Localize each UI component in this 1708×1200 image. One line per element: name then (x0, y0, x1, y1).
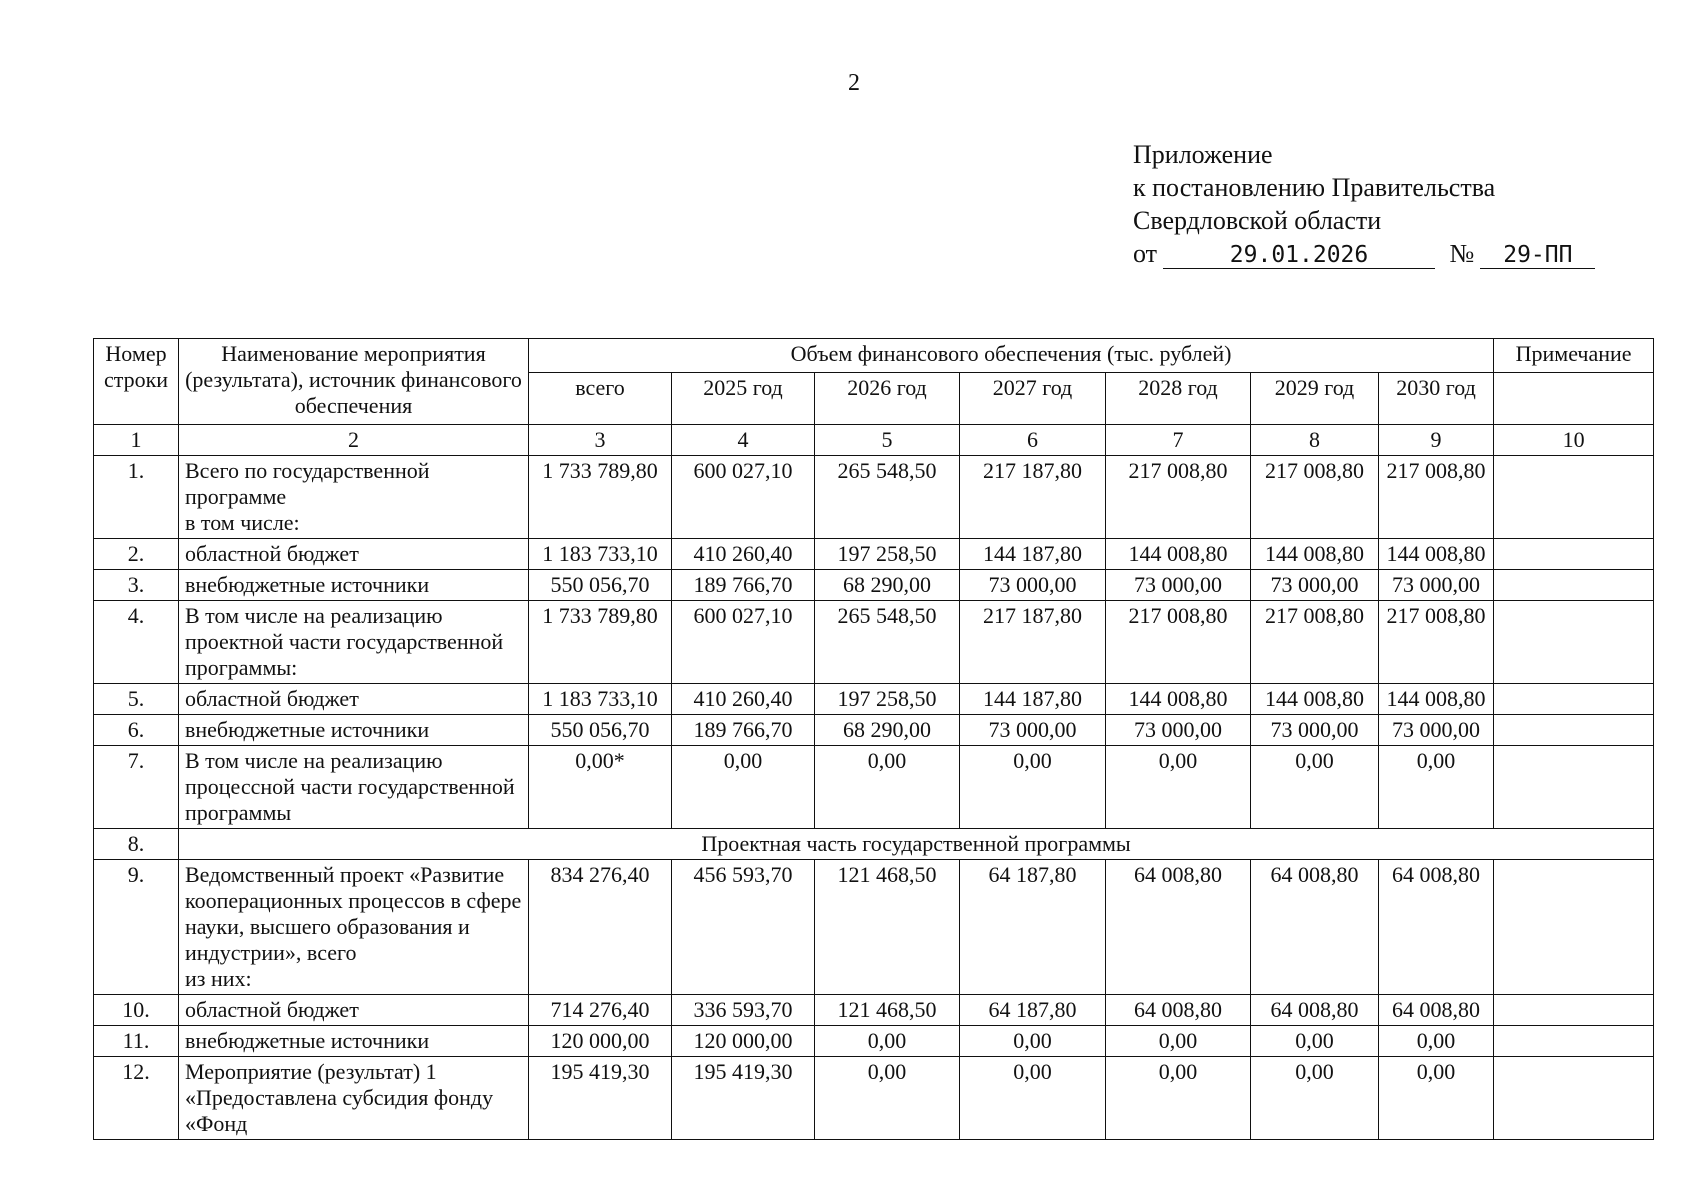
value-cell: 0,00 (815, 1026, 960, 1057)
row-number: 2. (94, 539, 179, 570)
column-number: 5 (815, 425, 960, 456)
appendix-resolution: к постановлению Правительства (1133, 173, 1496, 202)
header-2029: 2029 год (1251, 373, 1379, 425)
note-cell (1494, 715, 1654, 746)
row-name: областной бюджет (179, 684, 529, 715)
value-cell: 64 187,80 (960, 860, 1106, 995)
value-cell: 714 276,40 (529, 995, 672, 1026)
value-cell: 0,00* (529, 746, 672, 829)
row-number: 3. (94, 570, 179, 601)
column-number: 1 (94, 425, 179, 456)
value-cell: 64 008,80 (1106, 995, 1251, 1026)
financing-table (93, 338, 1654, 1140)
value-cell: 217 008,80 (1379, 456, 1494, 539)
note-cell (1494, 570, 1654, 601)
value-cell: 144 008,80 (1106, 539, 1251, 570)
value-cell: 0,00 (815, 746, 960, 829)
header-note-empty (1494, 373, 1654, 425)
value-cell: 1 733 789,80 (529, 601, 672, 684)
header-volume: Объем финансового обеспечения (тыс. рублей) (529, 339, 1494, 373)
table-row (94, 570, 1654, 601)
value-cell: 265 548,50 (815, 601, 960, 684)
column-number: 3 (529, 425, 672, 456)
number-prefix: № (1449, 239, 1475, 268)
value-cell: 217 008,80 (1251, 456, 1379, 539)
value-cell: 217 008,80 (1379, 601, 1494, 684)
note-cell (1494, 860, 1654, 995)
row-number: 9. (94, 860, 179, 995)
row-name: областной бюджет (179, 539, 529, 570)
row-number: 8. (94, 829, 179, 860)
value-cell: 120 000,00 (529, 1026, 672, 1057)
value-cell: 217 187,80 (960, 601, 1106, 684)
value-cell: 0,00 (1106, 746, 1251, 829)
column-number: 6 (960, 425, 1106, 456)
value-cell: 217 008,80 (1106, 601, 1251, 684)
note-cell (1494, 746, 1654, 829)
value-cell: 410 260,40 (672, 539, 815, 570)
column-number: 2 (179, 425, 529, 456)
value-cell: 0,00 (960, 746, 1106, 829)
value-cell: 64 008,80 (1106, 860, 1251, 995)
page-number: 2 (848, 70, 860, 96)
value-cell: 834 276,40 (529, 860, 672, 995)
header-2027: 2027 год (960, 373, 1106, 425)
value-cell: 73 000,00 (1379, 570, 1494, 601)
value-cell: 144 008,80 (1251, 539, 1379, 570)
value-cell: 197 258,50 (815, 684, 960, 715)
row-name: внебюджетные источники (179, 1026, 529, 1057)
header-name: Наименование мероприятия (результата), источник финансового обеспечения (179, 339, 529, 425)
value-cell: 0,00 (1251, 746, 1379, 829)
value-cell: 1 183 733,10 (529, 684, 672, 715)
table-row (94, 715, 1654, 746)
note-cell (1494, 684, 1654, 715)
value-cell: 144 187,80 (960, 539, 1106, 570)
row-number: 1. (94, 456, 179, 539)
column-number: 8 (1251, 425, 1379, 456)
value-cell: 600 027,10 (672, 601, 815, 684)
note-cell (1494, 539, 1654, 570)
table-row (94, 746, 1654, 829)
note-cell (1494, 456, 1654, 539)
value-cell: 73 000,00 (1251, 570, 1379, 601)
header-2030: 2030 год (1379, 373, 1494, 425)
row-number: 10. (94, 995, 179, 1026)
note-cell (1494, 1057, 1654, 1140)
column-number: 9 (1379, 425, 1494, 456)
row-number: 5. (94, 684, 179, 715)
table-row (94, 456, 1654, 539)
row-name: В том числе на реализацию процессной части государственной программы (179, 746, 529, 829)
appendix-date-line (1133, 237, 1595, 270)
value-cell: 0,00 (1251, 1057, 1379, 1140)
value-cell: 64 187,80 (960, 995, 1106, 1026)
value-cell: 195 419,30 (672, 1057, 815, 1140)
table-row (94, 1057, 1654, 1140)
appendix-region: Свердловской области (1133, 206, 1382, 235)
value-cell: 1 733 789,80 (529, 456, 672, 539)
note-cell (1494, 601, 1654, 684)
value-cell: 336 593,70 (672, 995, 815, 1026)
value-cell: 189 766,70 (672, 715, 815, 746)
row-name: областной бюджет (179, 995, 529, 1026)
value-cell: 195 419,30 (529, 1057, 672, 1140)
value-cell: 217 008,80 (1106, 456, 1251, 539)
table-row (94, 995, 1654, 1026)
value-cell: 64 008,80 (1379, 995, 1494, 1026)
value-cell: 1 183 733,10 (529, 539, 672, 570)
column-number: 7 (1106, 425, 1251, 456)
value-cell: 0,00 (1251, 1026, 1379, 1057)
value-cell: 550 056,70 (529, 715, 672, 746)
value-cell: 73 000,00 (1106, 570, 1251, 601)
table-row (94, 860, 1654, 995)
value-cell: 64 008,80 (1379, 860, 1494, 995)
value-cell: 73 000,00 (960, 715, 1106, 746)
section-row (94, 829, 1654, 860)
value-cell: 550 056,70 (529, 570, 672, 601)
row-name: внебюджетные источники (179, 570, 529, 601)
value-cell: 197 258,50 (815, 539, 960, 570)
header-2028: 2028 год (1106, 373, 1251, 425)
resolution-number: 29-ПП (1480, 242, 1595, 269)
table-row (94, 539, 1654, 570)
resolution-date: 29.01.2026 (1163, 242, 1435, 269)
date-prefix: от (1133, 239, 1158, 268)
value-cell: 144 008,80 (1106, 684, 1251, 715)
row-number: 6. (94, 715, 179, 746)
header-note: Примечание (1494, 339, 1654, 373)
value-cell: 0,00 (1379, 746, 1494, 829)
value-cell: 217 187,80 (960, 456, 1106, 539)
value-cell: 144 008,80 (1379, 539, 1494, 570)
value-cell: 73 000,00 (1251, 715, 1379, 746)
value-cell: 217 008,80 (1251, 601, 1379, 684)
value-cell: 73 000,00 (1379, 715, 1494, 746)
row-number: 4. (94, 601, 179, 684)
value-cell: 0,00 (1379, 1057, 1494, 1140)
value-cell: 0,00 (960, 1026, 1106, 1057)
table-row (94, 1026, 1654, 1057)
header-total: всего (529, 373, 672, 425)
value-cell: 64 008,80 (1251, 860, 1379, 995)
value-cell: 0,00 (1106, 1026, 1251, 1057)
row-name: В том числе на реализацию проектной части государственной программы: (179, 601, 529, 684)
table-row (94, 601, 1654, 684)
value-cell: 121 468,50 (815, 860, 960, 995)
header-2026: 2026 год (815, 373, 960, 425)
value-cell: 144 187,80 (960, 684, 1106, 715)
header-2025: 2025 год (672, 373, 815, 425)
row-name: Всего по государственной программе в том числе: (179, 456, 529, 539)
value-cell: 73 000,00 (1106, 715, 1251, 746)
table-row (94, 684, 1654, 715)
value-cell: 0,00 (672, 746, 815, 829)
row-number: 12. (94, 1057, 179, 1140)
value-cell: 73 000,00 (960, 570, 1106, 601)
row-name: Ведомственный проект «Развитие кооперационных процессов в сфере науки, высшего образования и индустрии», всего из них: (179, 860, 529, 995)
value-cell: 456 593,70 (672, 860, 815, 995)
value-cell: 68 290,00 (815, 570, 960, 601)
header-row-number: Номер строки (94, 339, 179, 425)
table-body (94, 339, 1654, 1140)
value-cell: 189 766,70 (672, 570, 815, 601)
value-cell: 0,00 (815, 1057, 960, 1140)
note-cell (1494, 995, 1654, 1026)
column-number: 10 (1494, 425, 1654, 456)
value-cell: 144 008,80 (1251, 684, 1379, 715)
appendix-block (1133, 138, 1595, 270)
value-cell: 64 008,80 (1251, 995, 1379, 1026)
value-cell: 121 468,50 (815, 995, 960, 1026)
row-name: Мероприятие (результат) 1 «Предоставлена субсидия фонду «Фонд (179, 1057, 529, 1140)
value-cell: 0,00 (1379, 1026, 1494, 1057)
row-name: внебюджетные источники (179, 715, 529, 746)
row-number: 7. (94, 746, 179, 829)
value-cell: 410 260,40 (672, 684, 815, 715)
value-cell: 600 027,10 (672, 456, 815, 539)
column-number-row (94, 425, 1654, 456)
column-number: 4 (672, 425, 815, 456)
value-cell: 144 008,80 (1379, 684, 1494, 715)
value-cell: 68 290,00 (815, 715, 960, 746)
appendix-title: Приложение (1133, 140, 1273, 169)
value-cell: 0,00 (960, 1057, 1106, 1140)
value-cell: 120 000,00 (672, 1026, 815, 1057)
header-row-1 (94, 339, 1654, 373)
section-title: Проектная часть государственной программы (179, 829, 1654, 860)
row-number: 11. (94, 1026, 179, 1057)
value-cell: 0,00 (1106, 1057, 1251, 1140)
value-cell: 265 548,50 (815, 456, 960, 539)
note-cell (1494, 1026, 1654, 1057)
